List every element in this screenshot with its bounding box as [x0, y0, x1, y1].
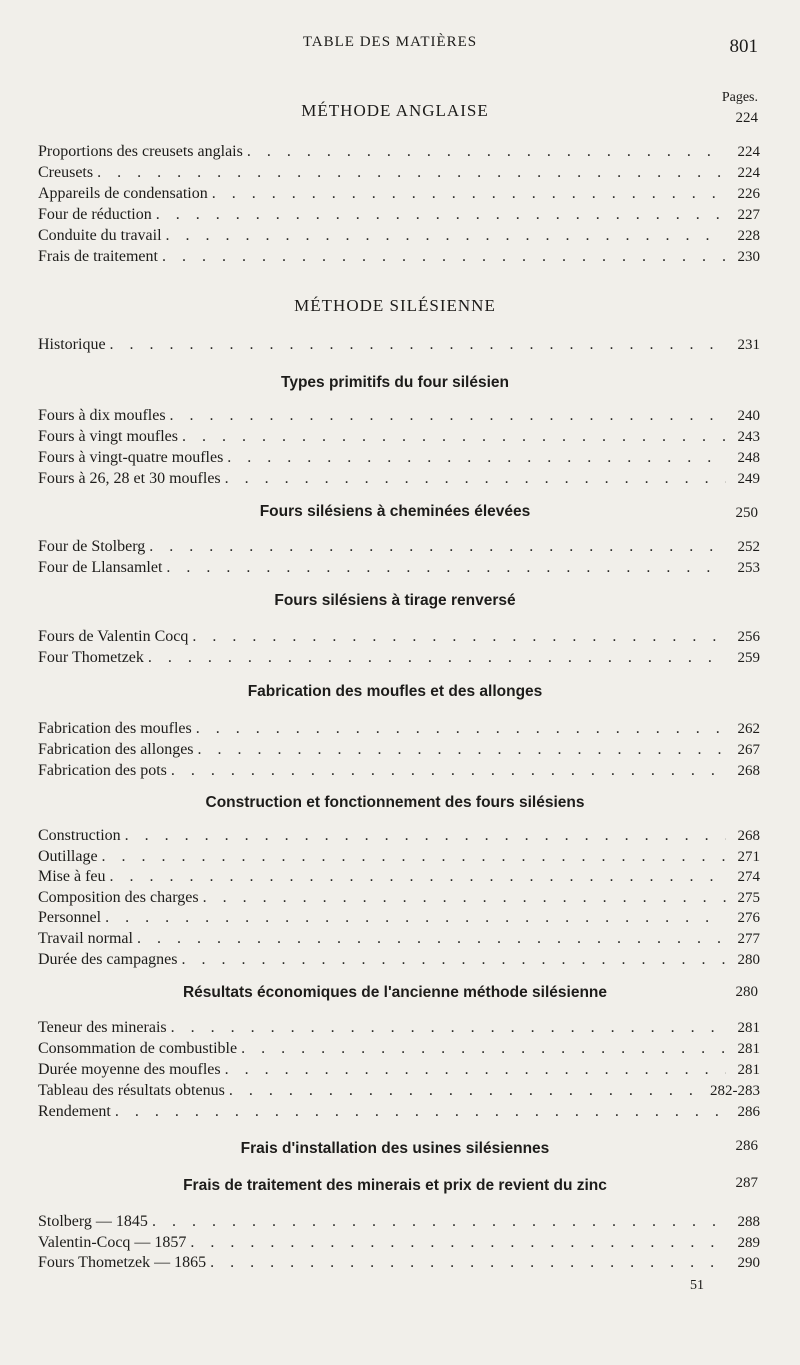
toc-entry [38, 336, 760, 357]
toc-entry-label: Fabrication des moufles [38, 720, 192, 737]
toc-entry-page: 253 [737, 560, 760, 576]
subsection-heading-page: 286 [735, 1138, 758, 1154]
subsection-heading-page: 287 [735, 1175, 758, 1191]
toc-entry-page: 240 [737, 408, 760, 424]
toc-entry-label: Four Thometzek [38, 649, 144, 666]
toc-entry-page: 281 [737, 1041, 760, 1057]
toc-entry-label: Consommation de combustible [38, 1040, 238, 1057]
toc-entry [38, 1254, 760, 1275]
dot-leader [144, 649, 726, 667]
dot-leader [106, 868, 726, 886]
subsection-heading-page: 250 [735, 505, 758, 521]
subsection-heading: Frais de traitement des minerais et prix de revient du zinc [183, 1177, 607, 1194]
dot-leader [199, 889, 726, 907]
dot-leader [93, 164, 726, 182]
section-heading: MÉTHODE ANGLAISE [301, 101, 489, 120]
pages-column-label: Pages. [721, 90, 758, 105]
toc-entry-page: 274 [737, 869, 760, 885]
toc-entry-page: 230 [737, 249, 760, 265]
signature-mark: 51 [690, 1278, 704, 1293]
toc-entry-label: Frais de traitement [38, 248, 158, 265]
toc-entry-label: Rendement [38, 1103, 111, 1120]
toc-entry-label: Durée des campagnes [38, 951, 178, 968]
toc-entry-page: 277 [737, 931, 760, 947]
toc-entry-label: Stolberg — 1845 [38, 1213, 148, 1230]
toc-entry-label: Fabrication des pots [38, 762, 167, 779]
toc-entry-page: 231 [737, 337, 760, 353]
toc-entry-label: Proportions des creusets anglais [38, 143, 243, 160]
dot-leader [111, 1103, 726, 1121]
toc-entry [38, 206, 760, 227]
toc-entry [38, 538, 760, 559]
subsection-heading: Fours silésiens à tirage renversé [274, 592, 516, 609]
toc-entry-page: 268 [737, 828, 760, 844]
toc-entry [38, 1213, 760, 1234]
toc-entry [38, 143, 760, 164]
toc-entry-label: Teneur des minerais [38, 1019, 167, 1036]
toc-entry-label: Four de réduction [38, 206, 152, 223]
dot-leader [121, 827, 726, 845]
toc-entry-label: Fours à dix moufles [38, 407, 166, 424]
toc-entry-page: 228 [737, 228, 760, 244]
dot-leader [148, 1213, 726, 1231]
toc-entry-page: 281 [737, 1062, 760, 1078]
toc-entry-label: Tableau des résultats obtenus [38, 1082, 225, 1099]
toc-entry-label: Composition des charges [38, 889, 199, 906]
toc-entry-page: 248 [737, 450, 760, 466]
toc-entry [38, 628, 760, 649]
dot-leader [106, 336, 726, 354]
dot-leader [188, 628, 726, 646]
subsection-heading: Fabrication des moufles et des allonges [247, 683, 543, 700]
dot-leader [178, 428, 726, 446]
page-number: 801 [729, 36, 758, 57]
toc-entry [38, 868, 760, 889]
dot-leader [152, 206, 726, 224]
toc-entry [38, 827, 760, 848]
dot-leader [133, 930, 726, 948]
dot-leader [167, 762, 726, 780]
toc-entry-label: Mise à feu [38, 868, 106, 885]
toc-entry-label: Construction [38, 827, 121, 844]
toc-entry-label: Fours Thometzek — 1865 [38, 1254, 207, 1271]
dot-leader [162, 227, 726, 245]
section-heading: MÉTHODE SILÉSIENNE [294, 296, 496, 315]
dot-leader [243, 143, 726, 161]
toc-entry-page: 256 [737, 629, 760, 645]
toc-entry-page: 259 [737, 650, 760, 666]
toc-entry [38, 164, 760, 185]
toc-entry [38, 227, 760, 248]
toc-entry-page: 282-283 [710, 1083, 760, 1099]
toc-entry [38, 909, 760, 930]
toc-entry-label: Fours de Valentin Cocq [38, 628, 189, 645]
toc-entry [38, 1061, 760, 1082]
toc-entry [38, 930, 760, 951]
dot-leader [225, 1082, 710, 1100]
toc-entry-label: Fours à 26, 28 et 30 moufles [38, 470, 221, 487]
dot-leader [223, 449, 726, 467]
toc-entry [38, 185, 760, 206]
dot-leader [192, 720, 726, 738]
toc-entry-label: Outillage [38, 848, 98, 865]
toc-entry-page: 268 [737, 763, 760, 779]
toc-entry-label: Fours à vingt moufles [38, 428, 178, 445]
toc-entry-page: 243 [737, 429, 760, 445]
subsection-heading-page: 280 [735, 984, 758, 1000]
dot-leader [221, 470, 726, 488]
toc-entry [38, 1019, 760, 1040]
dot-leader [194, 741, 726, 759]
toc-entry-page: 290 [737, 1255, 760, 1271]
toc-entry-page: 281 [737, 1020, 760, 1036]
dot-leader [206, 1254, 726, 1272]
dot-leader [101, 909, 726, 927]
dot-leader [178, 951, 727, 969]
running-title: TABLE DES MATIÈRES [302, 34, 478, 50]
toc-entry [38, 762, 760, 783]
toc-entry [38, 449, 760, 470]
subsection-heading: Frais d'installation des usines silésiennes [240, 1140, 550, 1157]
toc-entry-label: Personnel [38, 909, 102, 926]
toc-entry [38, 470, 760, 491]
toc-entry-label: Historique [38, 336, 106, 353]
toc-entry [38, 428, 760, 449]
toc-entry-page: 267 [737, 742, 760, 758]
subsection-heading: Construction et fonctionnement des fours silésiens [205, 794, 585, 811]
dot-leader [162, 559, 726, 577]
section-heading-page: 224 [735, 110, 758, 126]
toc-entry-label: Fabrication des allonges [38, 741, 194, 758]
toc-entry [38, 889, 760, 910]
toc-entry [38, 1082, 760, 1103]
subsection-heading: Résultats économiques de l'ancienne méthode silésienne [182, 984, 608, 1001]
toc-entry [38, 951, 760, 972]
toc-entry-page: 286 [737, 1104, 760, 1120]
dot-leader [158, 248, 726, 266]
toc-entry-label: Four de Llansamlet [38, 559, 163, 576]
toc-entry-label: Durée moyenne des moufles [38, 1061, 221, 1078]
dot-leader [237, 1040, 726, 1058]
dot-leader [221, 1061, 726, 1079]
toc-entry-page: 289 [737, 1235, 760, 1251]
subsection-heading: Types primitifs du four silésien [281, 374, 509, 391]
toc-entry-page: 226 [737, 186, 760, 202]
dot-leader [145, 538, 726, 556]
toc-entry [38, 1103, 760, 1124]
toc-entry-page: 276 [737, 910, 760, 926]
toc-entry-label: Valentin-Cocq — 1857 [38, 1234, 187, 1251]
toc-entry-label: Conduite du travail [38, 227, 162, 244]
toc-entry-label: Appareils de condensation [38, 185, 208, 202]
toc-entry [38, 1234, 760, 1255]
toc-entry-label: Creusets [38, 164, 94, 181]
toc-entry-page: 224 [737, 144, 760, 160]
toc-entry-page: 271 [737, 849, 760, 865]
dot-leader [167, 1019, 726, 1037]
toc-entry [38, 1040, 760, 1061]
dot-leader [166, 407, 726, 425]
toc-entry-page: 252 [737, 539, 760, 555]
toc-entry-page: 275 [737, 890, 760, 906]
subsection-heading: Fours silésiens à cheminées élevées [259, 503, 531, 520]
toc-entry-label: Fours à vingt-quatre moufles [38, 449, 224, 466]
toc-entry-page: 262 [737, 721, 760, 737]
toc-entry-page: 280 [737, 952, 760, 968]
dot-leader [98, 848, 726, 866]
toc-entry-page: 227 [737, 207, 760, 223]
dot-leader [208, 185, 726, 203]
toc-entry [38, 559, 760, 580]
toc-entry-label: Travail normal [38, 930, 133, 947]
toc-entry [38, 720, 760, 741]
dot-leader [186, 1234, 726, 1252]
toc-entry-label: Four de Stolberg [38, 538, 146, 555]
toc-entry [38, 407, 760, 428]
toc-entry [38, 848, 760, 869]
toc-entry-page: 249 [737, 471, 760, 487]
toc-entry [38, 741, 760, 762]
toc-entry [38, 248, 760, 269]
toc-entry-page: 288 [737, 1214, 760, 1230]
toc-entry-page: 224 [737, 165, 760, 181]
toc-entry [38, 649, 760, 670]
